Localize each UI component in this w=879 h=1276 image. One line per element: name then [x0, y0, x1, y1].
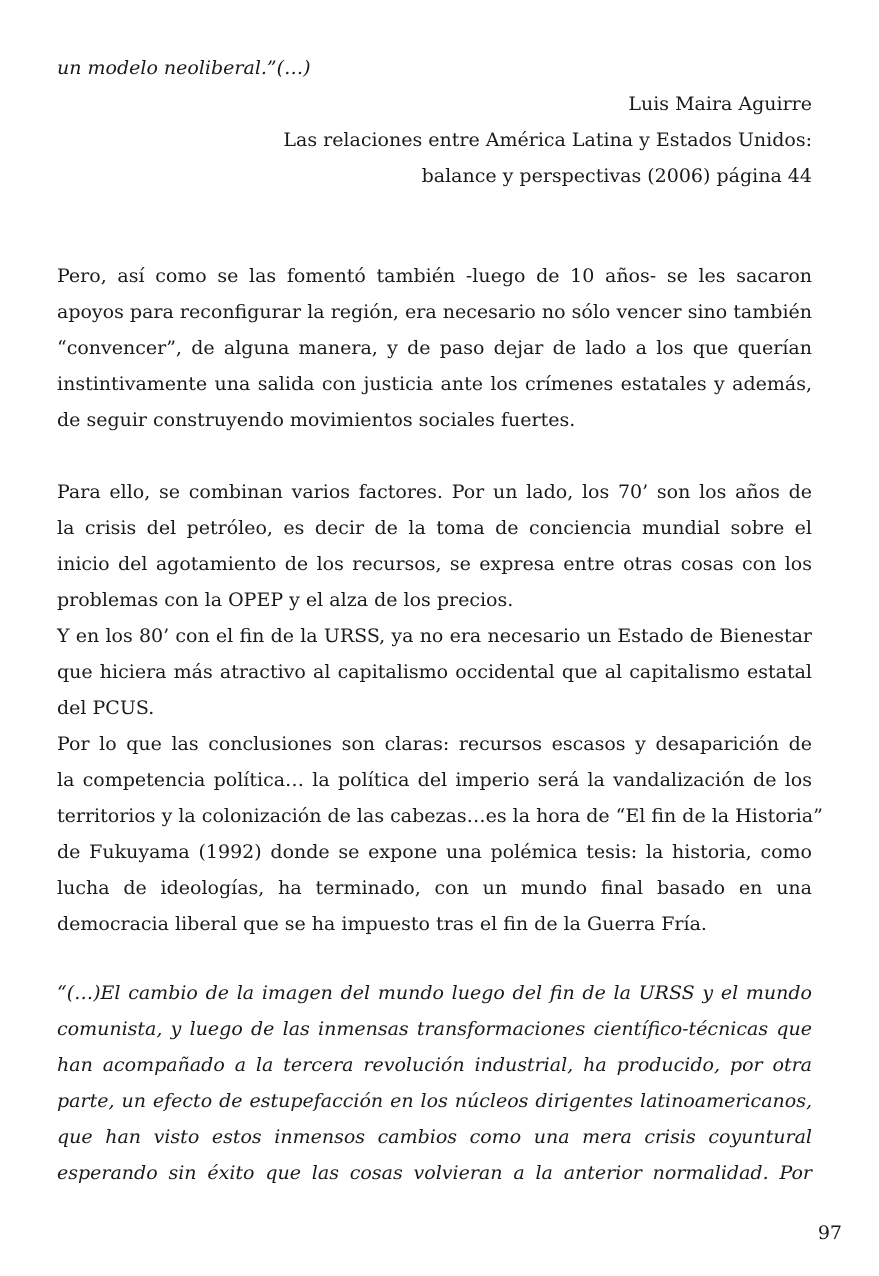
- block-quote-line: que han visto estos inmensos cambios como una mera crisis coyuntural: [57, 1126, 812, 1148]
- citation-author: Luis Maira Aguirre: [628, 93, 812, 115]
- paragraph-3-line: que hiciera más atractivo al capitalismo occidental que al capitalismo estatal: [57, 661, 812, 683]
- page-number: 97: [817, 1222, 842, 1244]
- paragraph-1-line: de seguir construyendo movimientos sociales fuertes.: [57, 409, 576, 431]
- paragraph-1-line: apoyos para reconfigurar la región, era necesario no sólo vencer sino también: [57, 301, 812, 323]
- paragraph-2-line: la crisis del petróleo, es decir de la toma de conciencia mundial sobre el: [57, 517, 812, 539]
- block-quote-line: parte, un efecto de estupefacción en los núcleos dirigentes latinoamericanos,: [57, 1090, 812, 1112]
- quote-ending: un modelo neoliberal.”(…): [57, 57, 311, 79]
- paragraph-4-line: Por lo que las conclusiones son claras: recursos escasos y desaparición de: [57, 733, 812, 755]
- block-quote-line: comunista, y luego de las inmensas transformaciones científico-técnicas que: [57, 1018, 812, 1040]
- block-quote-line: “(…)El cambio de la imagen del mundo luego del fin de la URSS y el mundo: [57, 982, 812, 1004]
- paragraph-3-line: Y en los 80’ con el fin de la URSS, ya no era necesario un Estado de Bienestar: [57, 625, 812, 647]
- block-quote-line: esperando sin éxito que las cosas volvieran a la anterior normalidad. Por: [57, 1162, 812, 1184]
- paragraph-3-line: del PCUS.: [57, 697, 155, 719]
- paragraph-4-line: democracia liberal que se ha impuesto tras el fin de la Guerra Fría.: [57, 913, 707, 935]
- paragraph-2-line: problemas con la OPEP y el alza de los precios.: [57, 589, 514, 611]
- paragraph-4-line: territorios y la colonización de las cabezas…es la hora de “El fin de la Historia”: [57, 805, 823, 827]
- paragraph-4-line: de Fukuyama (1992) donde se expone una polémica tesis: la historia, como: [57, 841, 812, 863]
- paragraph-2-line: inicio del agotamiento de los recursos, se expresa entre otras cosas con los: [57, 553, 812, 575]
- paragraph-2-line: Para ello, se combinan varios factores. Por un lado, los 70’ son los años de: [57, 481, 812, 503]
- paragraph-1-line: Pero, así como se las fomentó también -luego de 10 años- se les sacaron: [57, 265, 812, 287]
- paragraph-1-line: “convencer”, de alguna manera, y de paso dejar de lado a los que querían: [57, 337, 812, 359]
- block-quote-line: han acompañado a la tercera revolución industrial, ha producido, por otra: [57, 1054, 812, 1076]
- paragraph-4-line: la competencia política… la política del imperio será la vandalización de los: [57, 769, 812, 791]
- paragraph-1-line: instintivamente una salida con justicia ante los crímenes estatales y además,: [57, 373, 812, 395]
- citation-title-line-2: balance y perspectivas (2006) página 44: [421, 165, 812, 187]
- paragraph-4-line: lucha de ideologías, ha terminado, con un mundo final basado en una: [57, 877, 812, 899]
- citation-title-line-1: Las relaciones entre América Latina y Estados Unidos:: [283, 129, 812, 151]
